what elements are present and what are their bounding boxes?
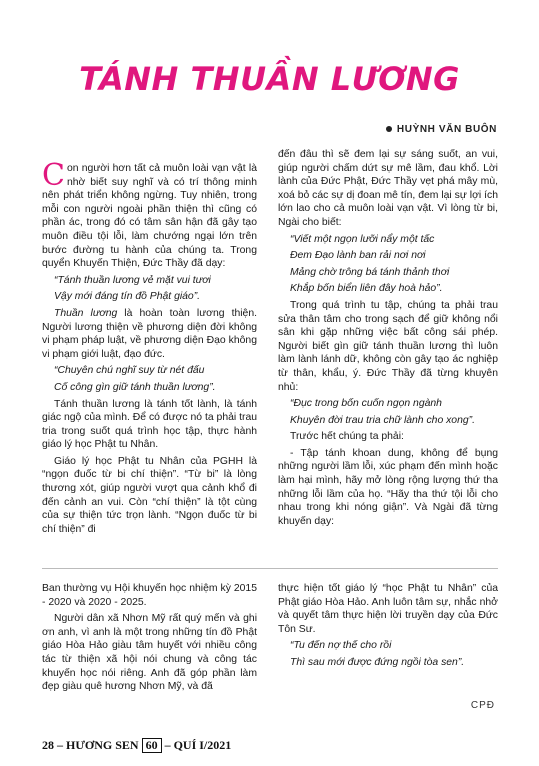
verse-line: Khuyên đời trau tria chữ lành cho xong”.	[290, 414, 475, 426]
paragraph: đến đâu thì sẽ đem lại sự sáng suốt, an vui, giúp người chấm dứt sự mê lầm, đau khổ. Lời lành của Đức Phật, Đức Thầy vẹt phá mây mù, xoá bỏ các sự dị đoan mê tín, đem lại sự lợi ích lớn lao cho cả muôn loài vạn vật. Vì lòng từ bi, Ngài cho biết:	[278, 149, 498, 228]
bullet-icon	[386, 126, 392, 132]
page-footer	[42, 738, 231, 753]
paragraph: Con người hơn tất cả muôn loài vạn vật là nhờ biết suy nghĩ và có trí thông minh nên phát triển không ngừng. Tuy nhiên, trong mỗi con người ngoài phần thiện thì cũng có phần ác, trong đó có tâm sân hận đã gây tạo muôn điều tội lỗi, làm chướng ngại lớn trên bước đường tu hành của chúng ta. Trong quyển Khuyến Thiện, Đức Thầy đã dạy:	[42, 158, 257, 270]
issue-period: – QUÍ I/2021	[164, 738, 232, 752]
verse-line: Vậy mới đáng tín đồ Phật giáo”.	[54, 291, 201, 303]
verse-line: Cố công gìn giữ tánh thuần lương”.	[54, 381, 216, 393]
page-number: 28	[42, 738, 54, 752]
emphasis: Thuần lương	[54, 307, 118, 319]
paragraph: thực hiện tốt giáo lý “học Phật tu Nhân” của Phật giáo Hòa Hảo. Anh luôn tâm sự, nhắc nhở và quyết tâm thực hiện lời truyền dạy của Đức Tôn Sư.	[278, 583, 498, 635]
verse-line: “Viết một ngọn lưỡi nẩy một tấc	[290, 233, 435, 245]
verse-line: “Chuyên chú nghĩ suy từ nét đấu	[54, 365, 205, 377]
paragraph: Ban thường vụ Hội khuyến học nhiệm kỳ 2015 - 2020 và 2020 - 2025.	[42, 583, 257, 608]
verse-line: Mảng chờ trông bá tánh thảnh thơi	[290, 266, 450, 278]
author-line	[386, 124, 497, 135]
article-title: TÁNH THUẦN LƯƠNG	[79, 60, 460, 98]
credit-initials: CPĐ	[470, 700, 495, 711]
drop-cap: C	[42, 158, 65, 193]
author-name: HUỲNH VĂN BUÔN	[396, 124, 497, 135]
paragraph: Thuần lương là hoàn toàn lương thiện. Người lương thiện về phương diện đời không vi phạm pháp luật, về phương diện Đạo không vi phạm giới luật, đạo đức.	[42, 307, 257, 360]
column-3	[42, 582, 257, 697]
paragraph: Trước hết chúng ta phải:	[290, 431, 404, 443]
paragraph: Người dân xã Nhơn Mỹ rất quý mến và ghi ơn anh, vì anh là một trong những tín đồ Phật giáo Hòa Hảo giàu tâm huyết với nhiều công tác từ thiện xã hội nói chung và công tác khuyến học nói riêng. Anh đã góp phần làm đẹp giàu quê hương Nhơn Mỹ, và đã	[42, 613, 257, 693]
magazine-name: – HƯƠNG SEN	[57, 738, 139, 752]
column-2	[278, 148, 498, 531]
column-1	[42, 158, 257, 539]
paragraph: Trong quá trình tu tập, chúng ta phải trau sửa thân tâm cho trong sạch để giữ không nổi sân khi gặp những việc bất công sái phép. Người biết gìn giữ tánh thuần lương thì luôn làm lành lánh dữ, không còn gây tạo ác nghiệp từ thân, khẩu, ý. Đức Thầy đã từng khuyên nhủ:	[278, 299, 498, 393]
verse-line: “Tánh thuần lương vẻ mặt vui tươi	[54, 274, 211, 286]
verse-line: “Tu đến nợ thế cho rồi	[290, 640, 392, 652]
issue-number: 60	[142, 738, 162, 753]
column-4	[278, 582, 498, 673]
verse-line: “Đục trong bốn cuốn ngọn ngành	[290, 398, 442, 410]
verse-line: Thì sau mới được đứng ngồi tòa sen”.	[290, 656, 465, 668]
paragraph: - Tập tánh khoan dung, không để bụng những người lầm lỗi, xúc phạm đến mình hoặc làm hại mình, hãy mở lòng rộng lượng thứ tha những lỗi lầm của họ. “Hãy tha thứ tội lỗi cho nhau trong khi nóng giận”. Và Ngài đã từng khuyến dạy:	[278, 447, 498, 527]
paragraph: Giáo lý học Phật tu Nhân của PGHH là “ngọn đuốc từ bi chí thiện”. “Từ bi” là lòng thương xót, giúp người vượt qua cảnh khổ đi đến cảnh an vui. Còn “chí thiện” là tột cùng của sự thiện tức trọn lành. “Ngọn đuốc từ bi chí thiện” đi	[42, 455, 257, 535]
verse-line: Đem Đạo lành ban rải nơi nơi	[290, 250, 426, 262]
section-divider	[42, 568, 498, 569]
verse-line: Khắp bốn biển liên đây hoà hảo”.	[290, 283, 443, 295]
paragraph: Tánh thuần lương là tánh tốt lành, là tánh giác ngộ của mình. Để có được nó ta phải trau tria trong suốt quá trình học tập, thực hành giáo lý học Phật tu Nhân.	[42, 398, 257, 451]
